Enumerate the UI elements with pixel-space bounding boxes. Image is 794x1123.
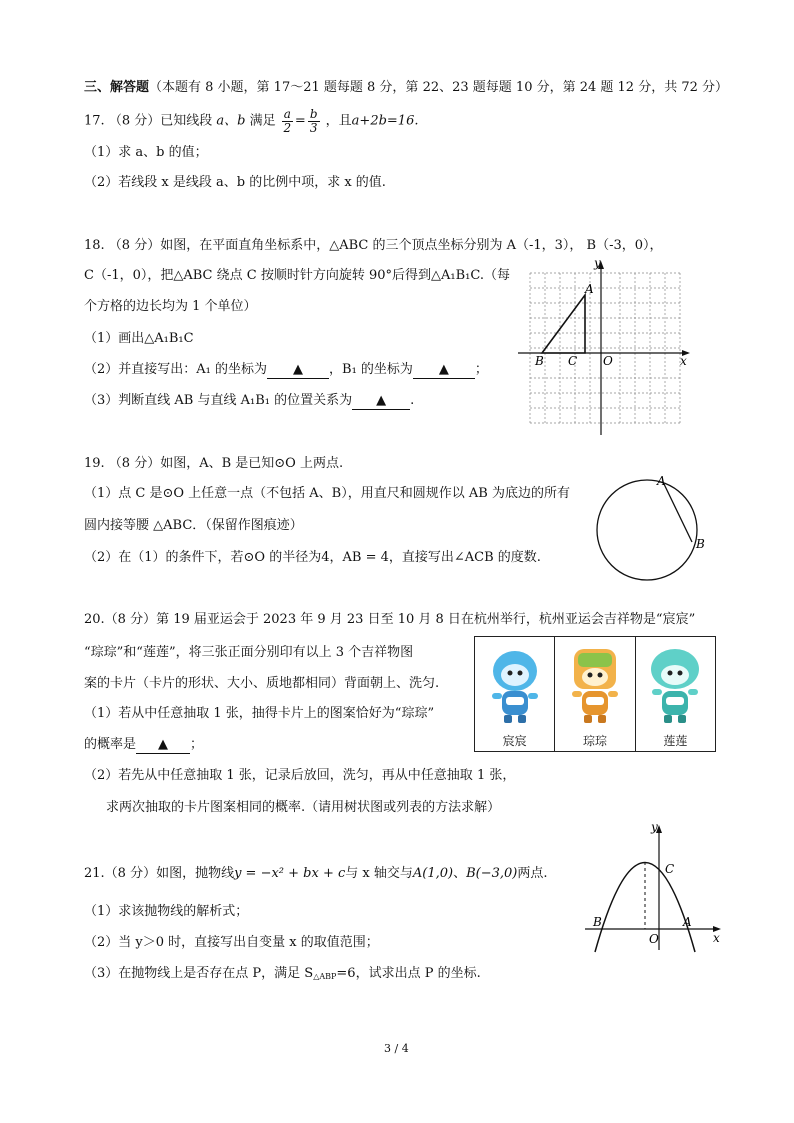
fig18-y-label: y [594,256,601,270]
mascot-card-lianlian [636,637,715,751]
q21-line1-a: 21.（8 分）如图，抛物线 [84,866,235,881]
q17-equals: = [294,113,306,129]
fig21-label-o: O [649,932,659,946]
q17-stem-c: ，且 [325,113,352,129]
q18-line3: 个方格的边长均为 1 个单位） [84,299,257,314]
q17-stem [84,108,418,134]
fig21-x-label: x [713,931,720,945]
mascot-figure-icon [482,641,548,727]
mascot-card-label: 琮琮 [582,734,607,748]
q20-line2: “琮琮”和“莲莲”，将三张正面分别印有以上 3 个吉祥物图 [84,645,414,660]
answer-blank-a1[interactable]: ▲ [267,362,329,379]
q21-separator: 、 [453,866,467,881]
fig19-label-b: B [696,537,705,551]
q21-parabola-figure [575,818,725,953]
q17-score: （8 分） [108,113,161,129]
page-number: 3 / 4 [384,1042,409,1055]
q18-part3 [84,393,414,410]
q21-line1-c: 两点. [517,866,548,881]
mascot-card-label: 宸宸 [502,734,527,748]
fig18-label-a: A [585,282,594,296]
fig19-label-a: A [657,474,666,488]
triangle-abc [542,295,585,353]
q19-line2: （1）点 C 是⊙O 上任意一点（不包括 A、B），用直尺和圆规作以 AB 为底边的所有 [84,486,570,501]
fig18-label-o: O [603,354,613,368]
mascot-card-label: 莲莲 [663,734,688,748]
q18-part2 [84,362,488,379]
fig18-label-b: B [535,354,544,368]
q17-fraction-a: $\frac{a}{2}$ [283,107,292,135]
q18-coordinate-grid [510,255,700,440]
q17-number: 17. [84,113,105,129]
section-note: （本题有 8 小题，第 17～21 题每题 8 分，第 22、23 题每题 10 分，第 24 题 12 分，共 72 分） [149,80,729,95]
mascot-figure-icon [642,641,708,727]
q21-part3-a: （3）在抛物线上是否存在点 P，满足 S [84,966,314,981]
q17-vars: a、b [216,113,246,129]
q21-part1: （1）求该抛物线的解析式； [84,904,249,919]
section-title: 三、解答题 [84,80,150,95]
q20-line5-a: 的概率是 [84,737,137,752]
q21-part3-b: =6，试求出点 P 的坐标. [336,966,481,981]
answer-blank-relation[interactable]: ▲ [352,393,410,410]
q21-part3 [84,966,481,982]
q21-area-subscript: △ABP [313,972,337,981]
q20-line7: 求两次抽取的卡片图案相同的概率.（请用树状图或列表的方法求解） [106,800,501,815]
q17-part2: （2）若线段 x 是线段 a、b 的比例中项，求 x 的值. [84,175,386,190]
mascot-card-chenchen [475,637,555,751]
q21-point-b: B(−3,0) [466,866,518,881]
q17-stem-a: 已知线段 [160,113,213,129]
fig21-label-a: A [683,915,692,929]
q18-part1: （1）画出△A₁B₁C [84,331,194,346]
q18-part3-a: （3）判断直线 AB 与直线 A₁B₁ 的位置关系为 [84,393,353,408]
q19-line4: （2）在（1）的条件下，若⊙O 的半径为4，AB = 4，直接写出∠ACB 的度数. [84,550,541,565]
answer-blank-b1[interactable]: ▲ [413,362,475,379]
q19-line1: 19. （8 分）如图，A、B 是已知⊙O 上两点. [84,456,344,471]
q17-stem-b: 满足 [249,113,276,129]
fig18-x-label: x [680,354,687,368]
answer-blank-probability[interactable]: ▲ [136,737,190,754]
q18-part2-end: ； [474,362,488,377]
q18-part2-a: （2）并直接写出：A₁ 的坐标为 [84,362,268,377]
q17-part1: （1）求 a、b 的值； [84,145,208,160]
mascot-card-congcong [555,637,635,751]
q17-condition: a+2b=16. [351,113,419,129]
q21-line1-b: 与 x 轴交与 [345,866,413,881]
grid-lines [530,273,680,423]
fig21-y-label: y [651,820,658,834]
fig21-label-b: B [593,915,602,929]
circle-o [597,480,697,580]
q21-part2: （2）当 y＞0 时，直接写出自变量 x 的取值范围； [84,935,379,950]
q18-part3-end: . [410,393,415,408]
section-header [84,80,728,96]
q20-line3: 案的卡片（卡片的形状、大小、质地都相同）背面朝上、洗匀. [84,676,440,691]
q21-formula: y = −x² + bx + c [234,866,346,881]
q19-line3: 圆内接等腰 △ABC．（保留作图痕迹） [84,518,303,533]
mascot-cards [474,636,716,752]
q20-line5-end: ； [190,737,204,752]
q21-line1 [84,866,548,882]
fig21-label-c: C [665,862,675,876]
mascot-congcong-image [555,637,634,731]
mascot-lianlian-image [636,637,715,731]
q18-line1: 18. （8 分）如图，在平面直角坐标系中，△ABC 的三个顶点坐标分别为 A（-1，3）， B（-3，0）， [84,238,663,253]
q19-circle-figure [590,472,715,592]
q20-line5 [84,737,203,754]
chord-ab [664,484,692,542]
q18-part2-b: ，B₁ 的坐标为 [329,362,413,377]
q20-line6: （2）若先从中任意抽取 1 张，记录后放回，洗匀，再从中任意抽取 1 张， [84,768,516,783]
mascot-chenchen-image [475,637,554,731]
q18-line2: C（-1，0），把△ABC 绕点 C 按顺时针方向旋转 90°后得到△A₁B₁C.（每 [84,268,511,283]
q20-line4: （1）若从中任意抽取 1 张，抽得卡片上的图案恰好为“琮琮” [84,706,435,721]
q21-point-a: A(1,0) [412,866,454,881]
q17-fraction-b: $\frac{b}{3}$ [309,107,318,135]
fig18-label-c: C [568,354,578,368]
q20-line1: 20.（8 分）第 19 届亚运会于 2023 年 9 月 23 日至 10 月 8 日在杭州举行，杭州亚运会吉祥物是“宸宸” [84,612,696,627]
mascot-figure-icon [562,641,628,727]
